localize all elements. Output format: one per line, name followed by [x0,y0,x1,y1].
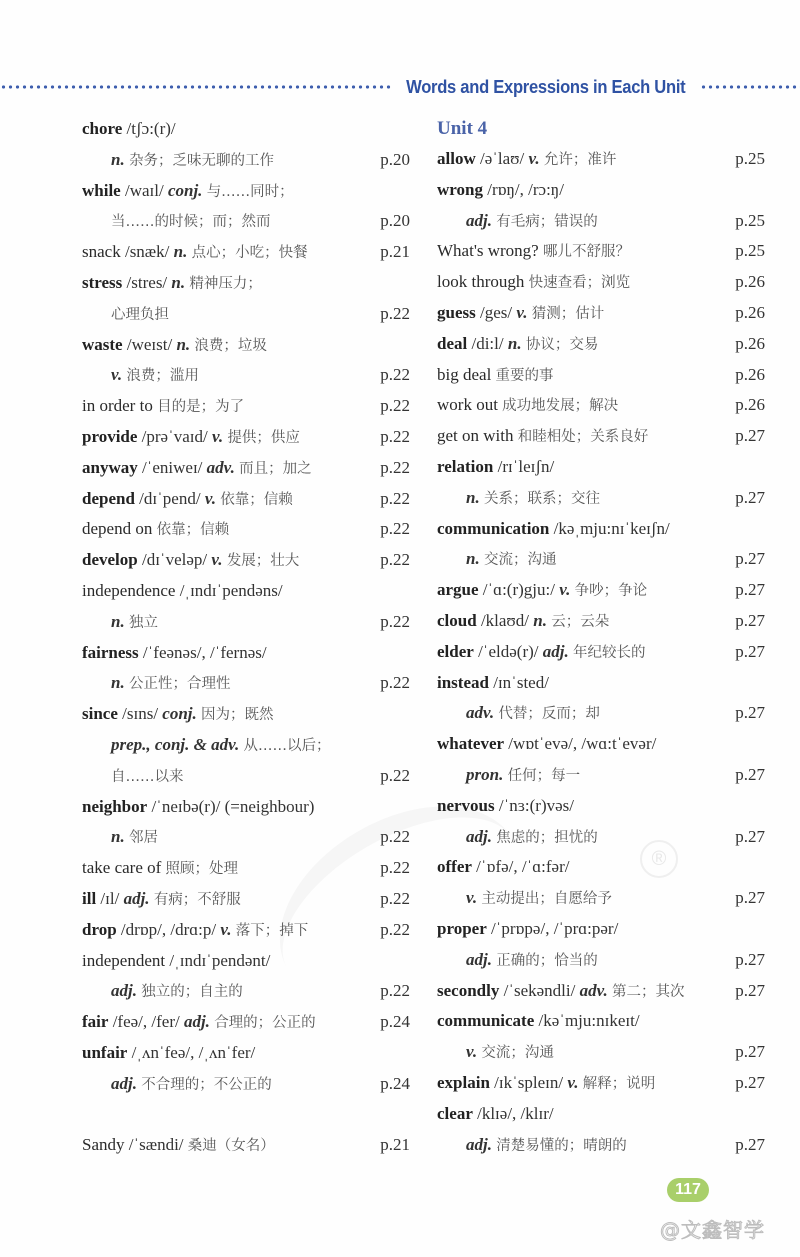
chinese-meaning: 而且；加之 [239,460,312,477]
entry-continuation [437,698,765,729]
headword: ill [82,888,97,908]
page-reference: p.21 [380,1134,410,1154]
headword: instead [437,672,489,692]
chinese-meaning: 合理的；公正的 [214,1015,316,1032]
section-title: Words and Expressions in Each Unit [406,76,686,97]
vocab-entry [437,1006,765,1037]
entry-continuation [82,668,410,699]
chinese-meaning: 争吵；争论 [574,583,648,600]
chinese-meaning: 焦虑的；担忧的 [496,829,598,846]
vocab-entry [437,1099,765,1130]
headword: elder [437,641,474,661]
headword: stress [82,272,123,292]
headword: secondly [437,980,500,1000]
part-of-speech: v. [516,302,528,322]
vocab-entry [82,699,410,730]
phonetic: /drɒp/, /drɑ:p/ [120,919,217,939]
page-reference: p.20 [380,211,410,231]
vocab-entry [82,237,410,268]
part-of-speech: n. [171,272,186,292]
entry-continuation [437,544,765,575]
chinese-meaning: 当……的时候；而；然而 [111,214,271,231]
phonetic: /kəˌmju:nɪˈkeɪʃn/ [553,518,670,538]
headword: What's wrong? [437,241,539,261]
phonetic: /sɪns/ [122,704,159,724]
headword: chore [82,119,123,138]
dotted-rule-left [0,85,392,89]
page-reference: p.27 [735,703,765,723]
entry-continuation [437,206,765,237]
chinese-meaning: 哪儿不舒服？ [542,244,630,261]
headword: neighbor [82,796,148,816]
page-reference: p.27 [735,610,765,630]
entry-continuation [82,145,410,176]
page-reference: p.22 [380,611,410,631]
part-of-speech: v. [559,580,571,600]
page-reference: p.27 [735,826,765,846]
chinese-meaning: 自……以来 [111,768,184,785]
headword: since [82,704,118,724]
part-of-speech: adj. [123,888,150,908]
chinese-meaning: 邻居 [128,830,158,847]
page-reference: p.26 [735,395,765,415]
chinese-meaning: 与……同时； [206,183,294,200]
part-of-speech: prep., conj. & adv. [111,734,240,754]
part-of-speech: v. [212,426,224,446]
chinese-meaning: 不合理的；不公正的 [141,1076,272,1093]
part-of-speech: v. [528,149,540,168]
entry-continuation [82,206,410,237]
part-of-speech: n. [173,242,188,262]
headword: snack [82,242,121,262]
page-reference: p.22 [380,981,410,1001]
headword: relation [437,456,494,476]
phonetic: /ˈsekəndli/ [503,980,576,1000]
page-reference: p.27 [735,580,765,600]
headword: nervous [437,795,495,815]
page-reference: p.22 [380,457,410,477]
vocab-entry [437,329,765,360]
vocab-entry [437,298,765,329]
headword: allow [437,149,476,168]
part-of-speech: adj. [542,641,569,661]
part-of-speech: v. [466,1042,478,1062]
page-reference: p.25 [735,241,765,261]
headword: get on with [437,426,514,446]
right-column-word-list [437,114,765,1160]
registered-mark-watermark: ® [640,840,678,878]
phonetic: /ˈɒfə/, /ˈɑ:fər/ [476,857,570,877]
phonetic: /ˈsændi/ [128,1134,184,1154]
headword: Sandy [82,1134,125,1154]
vocab-entry [82,1130,410,1161]
chinese-meaning: 目的是；为了 [157,399,245,416]
phonetic: /ˌʌnˈfeə/, /ˌʌnˈfer/ [131,1042,256,1062]
page-reference: p.22 [380,519,410,539]
chinese-meaning: 独立的；自主的 [141,984,243,1001]
entry-continuation [437,760,765,791]
vocab-entry [437,575,765,606]
chinese-meaning: 云；云朵 [551,613,610,630]
page-reference: p.26 [735,333,765,353]
phonetic: /ˈfeənəs/, /ˈfernəs/ [142,642,267,662]
headword: while [82,180,121,200]
page-reference: p.27 [735,641,765,661]
chinese-meaning: 杂务；乏味无聊的工作 [128,152,274,169]
part-of-speech: adj. [466,1134,492,1154]
vocab-entry [82,792,410,823]
chinese-meaning: 成功地发展；解决 [502,398,619,415]
vocab-entry [437,606,765,637]
chinese-meaning: 依靠；信赖 [220,491,293,508]
page-number-badge: 117 [667,1178,709,1202]
page-reference: p.27 [735,1042,765,1062]
chinese-meaning: 关系；联系；交往 [483,490,600,507]
chinese-meaning: 和睦相处；关系良好 [517,429,649,446]
vocab-entry [437,791,765,822]
part-of-speech: adj. [466,949,492,969]
part-of-speech: adj. [111,1073,137,1093]
page-reference: p.22 [380,827,410,847]
chinese-meaning: 主动提出；自愿给予 [481,891,612,908]
headword: drop [82,919,117,939]
phonetic: /ˈeldə(r)/ [478,641,539,661]
vocab-entry [437,914,765,945]
vocab-entry [82,946,410,977]
page-reference: p.26 [735,364,765,384]
headword: clear [437,1103,473,1123]
headword: take care of [82,858,162,878]
page-reference: p.26 [735,302,765,322]
entry-continuation [82,1069,410,1100]
phonetic: /ˈneɪbə(r)/ (=neighbour) [151,796,315,816]
phonetic: /waɪl/ [124,180,164,200]
vocab-entry [82,576,410,607]
chinese-meaning: 有毛病；错误的 [496,213,598,230]
vocab-entry [437,976,765,1007]
phonetic: /snæk/ [124,242,170,262]
headword: communicate [437,1011,535,1031]
chinese-meaning: 快速查看；浏览 [528,275,631,292]
page-reference: p.27 [735,980,765,1000]
entry-continuation [82,360,410,391]
phonetic: /ˌɪndɪˈpendəns/ [179,580,283,600]
page-reference: p.27 [735,1072,765,1092]
phonetic: /feə/, /fer/ [112,1012,180,1032]
part-of-speech: adj. [466,826,492,846]
vocab-entry [437,1068,765,1099]
entry-continuation [82,761,410,792]
headword: big deal [437,364,492,384]
chinese-meaning: 发展；壮大 [226,553,300,570]
page-reference: p.21 [380,242,410,262]
page-reference: p.20 [380,149,410,169]
chinese-meaning: 交流；沟通 [483,552,557,569]
chinese-meaning: 代替；反而；却 [498,706,600,723]
chinese-meaning: 点心；小吃；快餐 [191,245,308,262]
page-reference: p.22 [380,673,410,693]
entry-continuation [82,822,410,853]
vocab-entry [437,267,765,298]
vocab-entry [437,668,765,699]
page-reference: p.25 [735,149,765,168]
vocab-entry [82,638,410,669]
headword: independent [82,950,166,970]
page-reference: p.22 [380,488,410,508]
page-reference: p.27 [735,888,765,908]
part-of-speech: conj. [167,180,203,200]
part-of-speech: v. [466,888,478,908]
headword: look through [437,272,525,292]
phonetic: /ˈprɒpə/, /ˈprɑ:pər/ [491,918,619,938]
vocab-entry [437,852,765,883]
entry-continuation [82,299,410,330]
headword: waste [82,334,123,354]
page-reference: p.22 [380,888,410,908]
vocab-entry [82,484,410,515]
vocab-entry [437,637,765,668]
vocab-entry [437,452,765,483]
part-of-speech: adv. [579,980,608,1000]
part-of-speech: v. [204,488,216,508]
page-reference: p.27 [735,949,765,969]
source-watermark: @文鑫智学 [660,1218,765,1242]
headword: depend [82,488,135,508]
vocab-entry [82,884,410,915]
headword: anyway [82,457,138,477]
phonetic: /ɪnˈsted/ [493,672,549,692]
part-of-speech: n. [111,827,125,847]
chinese-meaning: 落下；掉下 [235,922,309,939]
vocab-entry [437,360,765,391]
phonetic: /weɪst/ [126,334,173,354]
chinese-meaning: 公正性；合理性 [128,676,231,693]
phonetic: /di:l/ [471,333,504,353]
phonetic: /ˈɑ:(r)gju:/ [482,580,555,600]
dotted-rule-right [700,85,800,89]
entry-continuation [82,607,410,638]
entry-continuation [437,883,765,914]
page-reference: p.22 [380,365,410,385]
phonetic: /rɪˈleɪʃn/ [497,456,555,476]
page-reference: p.27 [735,426,765,446]
vocab-entry [437,514,765,545]
chinese-meaning: 正确的；恰当的 [496,952,598,969]
vocab-entry [82,514,410,545]
vocab-entry [82,330,410,361]
part-of-speech: adj. [183,1012,210,1032]
chinese-meaning: 因为；既然 [201,707,274,724]
vocab-entry [437,390,765,421]
headword: unfair [82,1042,128,1062]
phonetic: /ˈeniweɪ/ [141,457,203,477]
headword: guess [437,302,476,322]
phonetic: /tʃɔ:(r)/ [126,119,176,138]
phonetic: /ɪl/ [100,888,120,908]
page-reference: p.24 [380,1073,410,1093]
chinese-meaning: 独立 [128,614,158,631]
vocab-entry [82,1007,410,1038]
part-of-speech: n. [111,673,125,693]
vocab-entry [82,422,410,453]
chinese-meaning: 有病；不舒服 [153,891,241,908]
phonetic: /prəˈvaɪd/ [141,426,208,446]
page-reference: p.22 [380,858,410,878]
part-of-speech: n. [111,611,125,631]
vocab-entry [82,391,410,422]
chinese-meaning: 从……以后； [243,737,331,754]
page-reference: p.27 [735,487,765,507]
part-of-speech: n. [533,610,547,630]
chinese-meaning: 年纪较长的 [572,644,646,661]
part-of-speech: conj. [162,704,197,724]
vocab-entry [437,144,765,175]
vocab-entry [437,175,765,206]
headword: depend on [82,519,153,539]
headword: fair [82,1012,109,1032]
page-reference: p.24 [380,1012,410,1032]
vocab-entry [82,114,410,145]
page-reference: p.22 [380,396,410,416]
headword: provide [82,426,138,446]
entry-continuation [437,1130,765,1161]
page-reference: p.22 [380,550,410,570]
entry-continuation [437,483,765,514]
chinese-meaning: 任何；每一 [507,767,581,784]
part-of-speech: v. [220,919,232,939]
vocab-entry [437,421,765,452]
phonetic: /dɪˈpend/ [139,488,201,508]
chinese-meaning: 浪费；滥用 [126,368,199,385]
headword: fairness [82,642,139,662]
entry-continuation [437,1037,765,1068]
headword: communication [437,518,550,538]
left-column-word-list [82,114,410,1160]
chinese-meaning: 允许；准许 [543,152,617,168]
chinese-meaning: 重要的事 [495,367,554,384]
headword: explain [437,1072,490,1092]
headword: develop [82,550,138,570]
vocab-entry [437,236,765,267]
page-reference: p.26 [735,272,765,292]
chinese-meaning: 清楚易懂的；晴朗的 [496,1137,627,1154]
headword: wrong [437,179,483,199]
vocab-entry [82,853,410,884]
phonetic: /rɒŋ/, /rɔ:ŋ/ [487,179,564,199]
unit-4-entries [437,144,765,1160]
headword: offer [437,857,472,877]
page-reference: p.27 [735,549,765,569]
headword: in order to [82,396,153,416]
part-of-speech: n. [466,487,480,507]
part-of-speech: adj. [466,210,492,230]
phonetic: /ˌɪndɪˈpendənt/ [169,950,271,970]
part-of-speech: pron. [466,764,504,784]
headword: argue [437,580,479,600]
page-reference: p.22 [380,919,410,939]
part-of-speech: adv. [206,457,235,477]
page-reference: p.22 [380,426,410,446]
headword: independence [82,580,176,600]
vocab-entry [82,915,410,946]
vocab-entry [82,176,410,207]
headword: whatever [437,734,505,754]
phonetic: /stres/ [126,272,168,292]
part-of-speech: adv. [466,703,495,723]
headword: deal [437,333,468,353]
chinese-meaning: 交流；沟通 [481,1045,554,1062]
part-of-speech: n. [176,334,191,354]
headword: cloud [437,610,477,630]
part-of-speech: n. [507,333,522,353]
part-of-speech: v. [211,550,223,570]
chinese-meaning: 依靠；信赖 [156,522,230,539]
entry-continuation [82,730,410,761]
chinese-meaning: 桑迪（女名） [187,1137,275,1154]
chinese-meaning: 协议；交易 [525,336,599,353]
page-reference: p.25 [735,210,765,230]
part-of-speech: adj. [111,981,137,1001]
phonetic: /klɪə/, /klɪr/ [477,1103,554,1123]
chinese-meaning: 照顾；处理 [165,861,239,878]
vocab-entry [82,545,410,576]
page-reference: p.27 [735,1134,765,1154]
chinese-meaning: 心理负担 [111,306,169,323]
vocab-entry [82,268,410,299]
unit-heading: Unit 4 [437,118,488,139]
headword: work out [437,395,498,415]
vocab-entry [82,453,410,484]
chinese-meaning: 提供；供应 [227,429,300,446]
page-reference: p.27 [735,764,765,784]
page-header [0,74,800,100]
phonetic: /ˈnɜ:(r)vəs/ [498,795,574,815]
chinese-meaning: 猜测；估计 [531,305,605,322]
chinese-meaning: 解释；说明 [582,1075,656,1092]
part-of-speech: n. [466,549,480,569]
page-reference: p.22 [380,765,410,785]
phonetic: /ɪkˈspleɪn/ [494,1072,564,1092]
entry-continuation [437,945,765,976]
page-reference: p.22 [380,303,410,323]
phonetic: /klaʊd/ [480,610,529,630]
chinese-meaning: 精神压力； [189,275,262,292]
phonetic: /əˈlaʊ/ [479,149,525,168]
entry-continuation [437,822,765,853]
part-of-speech: v. [111,365,123,385]
entry-continuation [82,976,410,1007]
chinese-meaning: 浪费；垃圾 [194,337,267,354]
phonetic: /wɒtˈevə/, /wɑ:tˈevər/ [508,734,657,754]
chinese-meaning: 第二；其次 [612,983,685,1000]
phonetic: /kəˈmju:nɪkeɪt/ [538,1011,640,1031]
headword: proper [437,918,487,938]
part-of-speech: v. [567,1072,579,1092]
vocab-entry [82,1038,410,1069]
vocab-entry [437,729,765,760]
part-of-speech: n. [111,149,125,169]
phonetic: /dɪˈveləp/ [141,550,208,570]
phonetic: /ges/ [479,302,513,322]
